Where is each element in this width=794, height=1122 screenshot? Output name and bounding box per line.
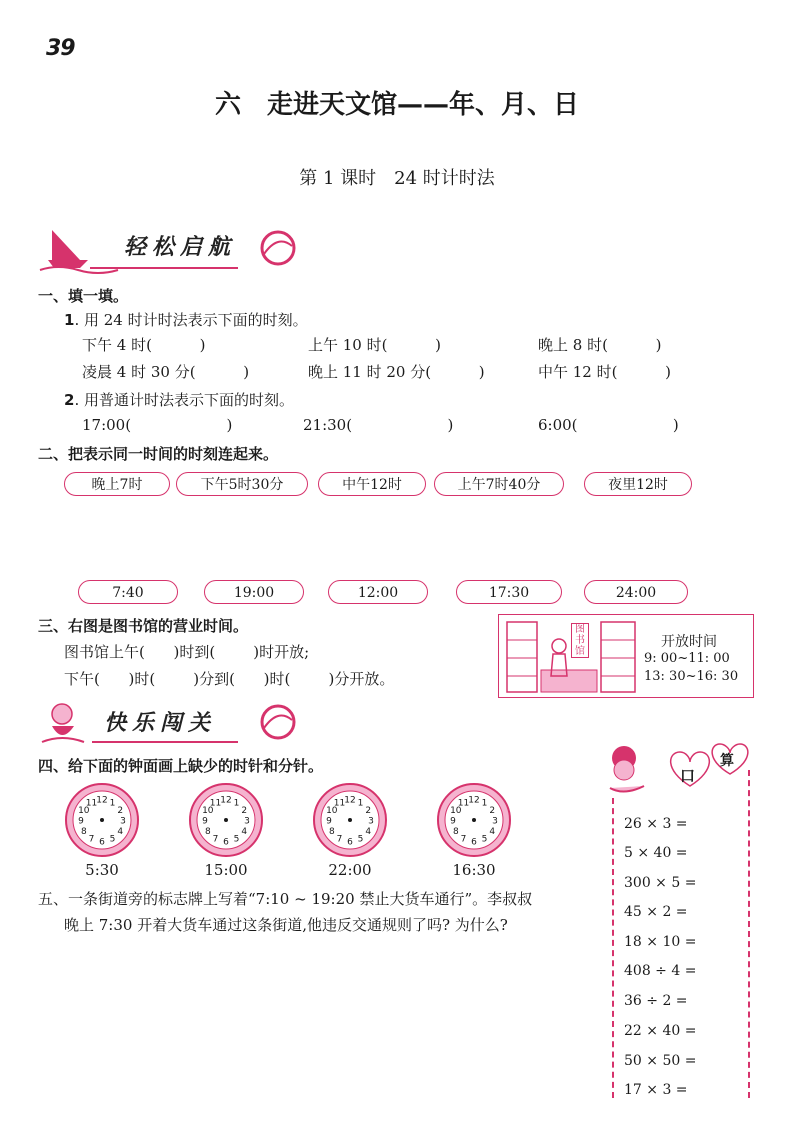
clock-numeral: 7 [212,834,219,845]
clock-face[interactable] [60,778,144,862]
fill-item[interactable]: 17:00( ) [82,416,233,434]
oral-item[interactable]: 300 × 5 = [624,875,697,891]
clock-numeral: 5 [233,834,240,845]
clock-numeral: 10 [202,806,214,816]
clock-numeral: 11 [457,798,470,809]
clock-numeral: 1 [233,798,240,809]
clock-numeral: 4 [489,827,496,837]
clock-numeral: 2 [489,806,496,816]
fill-item[interactable]: 晚上 11 时 20 分( ) [308,363,485,381]
match-top-item[interactable]: 晚上7时 [64,472,170,496]
lesson-subtitle: 第 1 课时 24 时计时法 [299,168,495,189]
oral-border-right [748,770,750,1098]
clock-numeral: 8 [452,827,459,837]
clock-numeral: 4 [117,827,124,837]
clock-numeral: 1 [109,798,116,809]
section-3-heading: 三、右图是图书馆的营业时间。 [38,617,249,635]
oral-title-left: 口 [680,767,696,785]
clock-numeral: 11 [209,798,222,809]
clock-time-label: 22:00 [328,861,372,879]
library-morning-hours[interactable]: 图书馆上午( )时到( )时开放; [64,643,310,661]
section-5-line-2: 晚上 7:30 开着大货车通过这条街道,他违反交通规则了吗? 为什么? [64,916,508,934]
section-5-line-1: 五、一条街道旁的标志牌上写着“7:10 ~ 19:20 禁止大货车通行”。李叔叔 [38,890,533,908]
match-top-item[interactable]: 中午12时 [318,472,426,496]
banner-easy-start [38,224,298,274]
clock-numeral: 10 [450,806,462,816]
section-1-heading: 一、填一填。 [38,287,129,305]
oral-item[interactable]: 22 × 40 = [624,1023,697,1039]
clock-numeral: 12 [468,795,480,806]
oral-item[interactable]: 408 ÷ 4 = [624,963,697,979]
question-2 [64,389,294,410]
fill-item[interactable]: 中午 12 时( ) [538,363,672,381]
clock-numeral: 2 [117,806,124,816]
clock-numeral: 7 [88,834,95,845]
match-top-item[interactable]: 下午5时30分 [176,472,308,496]
match-top-item[interactable]: 上午7时40分 [434,472,564,496]
oral-item[interactable]: 5 × 40 = [624,845,688,861]
opening-hours-title: 开放时间 [661,634,717,650]
oral-item[interactable]: 36 ÷ 2 = [624,993,688,1009]
clock-numeral: 5 [481,834,488,845]
clock-numeral: 8 [328,827,335,837]
oral-item[interactable]: 50 × 50 = [624,1053,697,1069]
clock-numeral: 6 [471,837,477,848]
oral-border-left [612,798,614,1098]
fill-item[interactable]: 晚上 8 时( ) [538,336,662,354]
oral-item[interactable]: 45 × 2 = [624,904,688,920]
chapter-title: 六 走进天文馆——年、月、日 [214,90,579,120]
clock-numeral: 7 [336,834,343,845]
question-text: . 用 24 时计时法表示下面的时刻。 [74,311,308,329]
match-bottom-item[interactable]: 24:00 [584,580,688,604]
page-number: 39 [46,36,75,61]
fill-item[interactable]: 下午 4 时( ) [82,336,206,354]
clock-numeral: 8 [80,827,87,837]
clock-numeral: 8 [204,827,211,837]
question-1 [64,309,308,330]
opening-hours-morning: 9: 00~11: 00 [644,651,730,666]
clock-time-label: 15:00 [204,861,248,879]
clock-numeral: 3 [244,816,250,827]
clock-face[interactable] [308,778,392,862]
clock-numeral: 10 [326,806,338,816]
clock-numeral: 2 [241,806,248,816]
match-bottom-item[interactable]: 7:40 [78,580,178,604]
match-bottom-item[interactable]: 19:00 [204,580,304,604]
fill-item[interactable]: 21:30( ) [303,416,454,434]
clock-center-dot [348,818,352,822]
clock-numeral: 6 [223,837,229,848]
clock-numeral: 5 [357,834,364,845]
clock-numeral: 1 [481,798,488,809]
question-number: 2 [64,391,75,409]
clock-numeral: 3 [120,816,126,827]
library-sign: 图书馆 [571,623,589,658]
banner-title: 快乐闯关 [104,711,217,736]
oral-title-right: 算 [720,753,734,769]
clock-numeral: 9 [450,816,456,827]
clock-numeral: 6 [99,837,105,848]
clock-numeral: 4 [241,827,248,837]
clock-numeral: 10 [78,806,90,816]
clock-numeral: 4 [365,827,372,837]
match-top-item[interactable]: 夜里12时 [584,472,692,496]
clock-center-dot [472,818,476,822]
clock-numeral: 11 [85,798,98,809]
clock-center-dot [224,818,228,822]
clock-numeral: 3 [492,816,498,827]
opening-hours-afternoon: 13: 30~16: 30 [644,669,739,684]
clock-numeral: 1 [357,798,364,809]
clock-numeral: 9 [202,816,208,827]
clock-numeral: 11 [333,798,346,809]
library-illustration [498,614,754,698]
banner-happy-challenge [38,698,298,748]
clock-numeral: 12 [344,795,356,806]
clock-numeral: 2 [365,806,372,816]
fill-item[interactable]: 凌晨 4 时 30 分( ) [82,363,250,381]
oral-arithmetic-header [604,740,754,800]
banner-title: 轻松启航 [124,235,237,260]
oral-item[interactable]: 18 × 10 = [624,934,697,950]
clock-numeral: 6 [347,837,353,848]
library-afternoon-hours[interactable]: 下午( )时( )分到( )时( )分开放。 [64,670,395,688]
clock-numeral: 9 [326,816,332,827]
oral-item[interactable]: 17 × 3 = [624,1082,688,1098]
section-2-heading: 二、把表示同一时间的时刻连起来。 [38,445,279,463]
match-bottom-item[interactable]: 17:30 [456,580,562,604]
clock-face[interactable] [432,778,516,862]
clock-numeral: 12 [96,795,108,806]
clock-numeral: 9 [78,816,84,827]
oral-item[interactable]: 26 × 3 = [624,816,688,832]
match-bottom-item[interactable]: 12:00 [328,580,428,604]
clock-time-label: 5:30 [85,861,119,879]
fill-item[interactable]: 6:00( ) [538,416,679,434]
clock-numeral: 3 [368,816,374,827]
clock-center-dot [100,818,104,822]
question-text: . 用普通计时法表示下面的时刻。 [74,391,294,409]
section-4-heading: 四、给下面的钟面画上缺少的时针和分针。 [38,757,324,775]
clock-time-label: 16:30 [452,861,496,879]
question-number: 1 [64,311,75,329]
clock-numeral: 12 [220,795,232,806]
fill-item[interactable]: 上午 10 时( ) [308,336,442,354]
clock-numeral: 7 [460,834,467,845]
clock-face[interactable] [184,778,268,862]
clock-numeral: 5 [109,834,116,845]
